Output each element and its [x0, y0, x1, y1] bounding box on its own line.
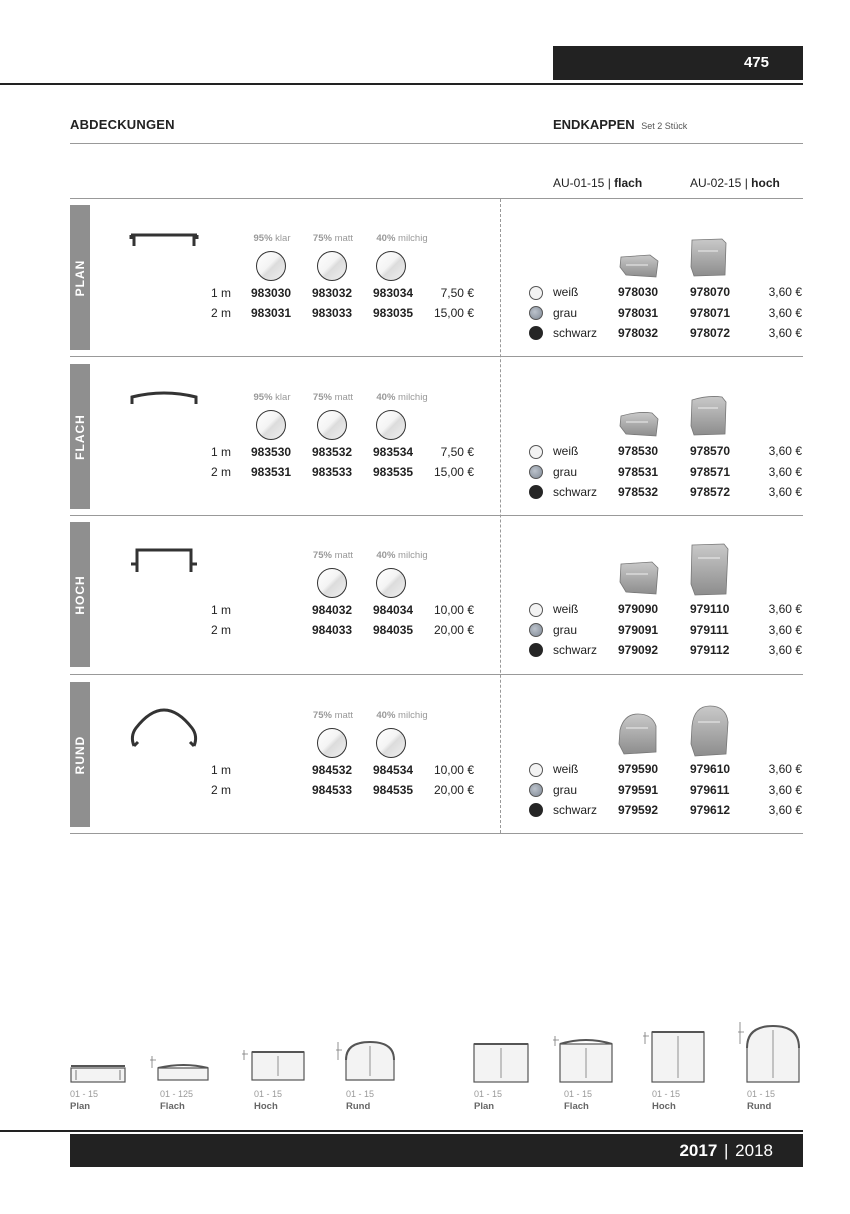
profile-plan-drawing-icon [70, 1030, 126, 1086]
price: 20,00 € [433, 783, 474, 797]
color-dot-white [529, 603, 543, 617]
endcap-hoch-code: 979610 [690, 762, 731, 776]
profile-name: Flach [160, 1101, 185, 1112]
option-matt [297, 233, 369, 244]
article-code: 984035 [373, 623, 414, 637]
endcap-hoch-image [688, 237, 730, 279]
option-pct: 95% [253, 392, 273, 403]
endcap-price: 3,60 € [768, 485, 802, 499]
section-hoch [0, 516, 850, 666]
section-flach [0, 358, 850, 508]
column-head-flach-name: flach [614, 176, 643, 190]
profile-code: 01 - 15 [70, 1089, 99, 1099]
color-label: grau [553, 783, 578, 797]
column-head-hoch-code: AU-02-15 | [690, 176, 752, 190]
endcap-hoch-code: 979111 [690, 623, 729, 637]
length-1m: 1 m [210, 286, 231, 300]
endcap-flach-code: 978030 [618, 285, 659, 299]
price: 20,00 € [433, 623, 474, 637]
option-milchig [366, 550, 438, 561]
length-2m: 2 m [210, 306, 231, 320]
article-code: 983531 [251, 465, 292, 479]
color-label: weiß [553, 285, 579, 299]
price: 10,00 € [433, 763, 474, 777]
column-head-flach-code: AU-01-15 | [553, 176, 615, 190]
article-code: 984034 [373, 603, 414, 617]
column-head-hoch [690, 176, 780, 190]
article-code: 983035 [373, 306, 414, 320]
endcap-price: 3,60 € [768, 306, 802, 320]
swatch-matt [317, 410, 347, 440]
endcap-price: 3,60 € [768, 623, 802, 637]
section-tab-hoch [70, 522, 90, 667]
footer-year-next: 2018 [735, 1141, 773, 1160]
price: 10,00 € [433, 603, 474, 617]
profile-code: 01 - 125 [160, 1089, 194, 1099]
option-label: milchig [398, 392, 428, 403]
profile-name: Hoch [652, 1101, 676, 1112]
length-2m: 2 m [210, 783, 231, 797]
heading-rule [70, 143, 803, 144]
article-code: 983532 [312, 445, 353, 459]
section-tab-label: HOCH [73, 574, 87, 615]
swatch-matt [317, 251, 347, 281]
section-tab-rund [70, 682, 90, 827]
color-label: schwarz [553, 326, 598, 340]
profile-name: Rund [346, 1101, 371, 1112]
endcap-price: 3,60 € [768, 783, 802, 797]
endcap-flach-image [618, 253, 660, 279]
option-pct: 75% [312, 392, 332, 403]
endcap-price: 3,60 € [768, 762, 802, 776]
price: 15,00 € [433, 306, 474, 320]
option-label: matt [334, 550, 354, 561]
profile-flach-drawing-icon [150, 1030, 210, 1086]
page-number: 475 [743, 54, 769, 71]
article-code: 983534 [373, 445, 414, 459]
endcap-hoch-code: 978571 [690, 465, 731, 479]
article-code: 983533 [312, 465, 353, 479]
option-label: milchig [398, 233, 428, 244]
swatch-milchig [376, 251, 406, 281]
footer-separator: | [724, 1141, 729, 1160]
endcap-price: 3,60 € [768, 326, 802, 340]
option-milchig [366, 392, 438, 403]
article-code: 984032 [312, 603, 353, 617]
option-pct: 40% [376, 233, 396, 244]
color-label: weiß [553, 602, 579, 616]
color-label: grau [553, 465, 578, 479]
profile-name: Rund [747, 1101, 772, 1112]
profile-code: 01 - 15 [652, 1089, 681, 1099]
article-code: 984534 [373, 763, 414, 777]
endcap-hoch-image [688, 394, 730, 438]
profile-name: Plan [70, 1101, 91, 1112]
article-code: 983033 [312, 306, 353, 320]
endcap-flach-code: 978031 [618, 306, 659, 320]
endcap-hoch-code: 978070 [690, 285, 731, 299]
page-number-bar [553, 46, 803, 80]
column-head-hoch-name: hoch [751, 176, 780, 190]
color-dot-grey [529, 306, 543, 320]
endcap-hoch-code: 978071 [690, 306, 731, 320]
endcap-flach-image [618, 560, 660, 596]
endcap-flach-code: 978530 [618, 444, 659, 458]
option-label: klar [275, 392, 291, 403]
section-rule [70, 356, 803, 357]
profile-rund-drawing-icon [735, 1020, 803, 1086]
section-tab-label: FLACH [73, 413, 87, 460]
option-pct: 75% [312, 550, 332, 561]
color-label: schwarz [553, 643, 598, 657]
section-tab-flach [70, 364, 90, 509]
swatch-klar [256, 251, 286, 281]
profile-code: 01 - 15 [564, 1089, 593, 1099]
endcap-flach-code: 979592 [618, 803, 659, 817]
profile-code: 01 - 15 [747, 1089, 776, 1099]
column-head-flach [553, 176, 642, 190]
swatch-milchig [376, 568, 406, 598]
footer-year-current: 2017 [679, 1141, 718, 1160]
option-pct: 75% [312, 710, 332, 721]
article-code: 984535 [373, 783, 414, 797]
endcap-hoch-code: 979110 [690, 602, 730, 616]
swatch-matt [317, 728, 347, 758]
option-label: matt [334, 710, 354, 721]
profile-hoch-drawing-icon [240, 1030, 306, 1086]
profile-rund-drawing-icon [332, 1030, 402, 1086]
profile-name: Plan [474, 1101, 495, 1112]
endcap-flach-code: 979591 [618, 783, 659, 797]
option-label: milchig [398, 710, 428, 721]
endcap-hoch-code: 978572 [690, 485, 731, 499]
color-label: schwarz [553, 803, 598, 817]
endcap-hoch-code: 978570 [690, 444, 731, 458]
option-pct: 40% [376, 392, 396, 403]
option-pct: 40% [376, 710, 396, 721]
length-2m: 2 m [210, 465, 231, 479]
endcap-flach-code: 978532 [618, 485, 659, 499]
color-dot-white [529, 763, 543, 777]
option-matt [297, 550, 369, 561]
color-label: weiß [553, 762, 579, 776]
article-code: 983031 [251, 306, 292, 320]
endcap-flach-code: 979091 [618, 623, 659, 637]
color-label: grau [553, 623, 578, 637]
endcap-price: 3,60 € [768, 643, 802, 657]
length-1m: 1 m [210, 763, 231, 777]
endcap-price: 3,60 € [768, 465, 802, 479]
option-pct: 40% [376, 550, 396, 561]
section-rule [70, 674, 803, 675]
length-1m: 1 m [210, 603, 231, 617]
color-label: weiß [553, 444, 579, 458]
profile-code: 01 - 15 [254, 1089, 283, 1099]
option-pct: 75% [312, 233, 332, 244]
profile-name: Flach [564, 1101, 589, 1112]
endcap-flach-code: 978032 [618, 326, 659, 340]
endcap-hoch-code: 979112 [690, 643, 730, 657]
footer-bar [70, 1134, 803, 1167]
swatch-klar [256, 410, 286, 440]
profile-code: 01 - 15 [346, 1089, 375, 1099]
endcap-flach-code: 978531 [618, 465, 659, 479]
article-code: 984533 [312, 783, 353, 797]
profile-rund-icon [128, 706, 200, 754]
article-code: 984532 [312, 763, 353, 777]
endcap-hoch-image [688, 542, 732, 598]
profile-hoch-icon [128, 544, 200, 584]
length-2m: 2 m [210, 623, 231, 637]
swatch-matt [317, 568, 347, 598]
bottom-rule [0, 1130, 803, 1132]
article-code: 983530 [251, 445, 292, 459]
heading-endkappen [553, 117, 687, 132]
endcap-price: 3,60 € [768, 444, 802, 458]
length-1m: 1 m [210, 445, 231, 459]
color-dot-black [529, 326, 543, 340]
article-code: 984033 [312, 623, 353, 637]
endcap-flach-image [618, 410, 660, 438]
swatch-milchig [376, 728, 406, 758]
endcap-price: 3,60 € [768, 285, 802, 299]
endcap-price: 3,60 € [768, 803, 802, 817]
section-rund [0, 676, 850, 826]
color-dot-black [529, 485, 543, 499]
option-matt [297, 710, 369, 721]
color-dot-white [529, 286, 543, 300]
swatch-milchig [376, 410, 406, 440]
option-label: klar [275, 233, 291, 244]
endcap-hoch-code: 979612 [690, 803, 731, 817]
section-tab-plan [70, 205, 90, 350]
option-milchig [366, 710, 438, 721]
option-label: matt [334, 392, 354, 403]
profile-code: 01 - 15 [474, 1089, 503, 1099]
color-label: schwarz [553, 485, 598, 499]
profile-flach-icon [128, 386, 200, 426]
heading-endkappen-note: Set 2 Stück [641, 121, 688, 131]
option-label: matt [334, 233, 354, 244]
profile-hoch-drawing-icon [640, 1030, 706, 1086]
endcap-flach-code: 979590 [618, 762, 659, 776]
price: 7,50 € [440, 445, 474, 459]
endcap-hoch-code: 979611 [690, 783, 730, 797]
article-code: 983034 [373, 286, 414, 300]
price: 15,00 € [433, 465, 474, 479]
article-code: 983032 [312, 286, 353, 300]
color-dot-black [529, 643, 543, 657]
heading-endkappen-title: ENDKAPPEN [553, 117, 635, 132]
profile-plan-icon [128, 227, 200, 267]
color-label: grau [553, 306, 578, 320]
profile-flach-drawing-icon [552, 1030, 614, 1086]
profile-name: Hoch [254, 1101, 278, 1112]
section-tab-label: RUND [73, 735, 87, 774]
color-dot-grey [529, 623, 543, 637]
article-code: 983030 [251, 286, 292, 300]
option-matt [297, 392, 369, 403]
endcap-hoch-image [688, 704, 732, 758]
endcap-price: 3,60 € [768, 602, 802, 616]
option-label: milchig [398, 550, 428, 561]
heading-abdeckungen: ABDECKUNGEN [70, 117, 175, 132]
color-dot-grey [529, 783, 543, 797]
profile-plan-drawing-icon [472, 1030, 530, 1086]
section-rule [70, 833, 803, 834]
top-rule [0, 83, 803, 85]
endcap-hoch-code: 978072 [690, 326, 731, 340]
price: 7,50 € [440, 286, 474, 300]
section-tab-label: PLAN [73, 259, 87, 296]
endcap-flach-code: 979092 [618, 643, 659, 657]
option-milchig [366, 233, 438, 244]
color-dot-white [529, 445, 543, 459]
section-plan [0, 199, 850, 349]
color-dot-black [529, 803, 543, 817]
option-pct: 95% [253, 233, 273, 244]
article-code: 983535 [373, 465, 414, 479]
endcap-flach-image [616, 712, 660, 756]
color-dot-grey [529, 465, 543, 479]
endcap-flach-code: 979090 [618, 602, 659, 616]
